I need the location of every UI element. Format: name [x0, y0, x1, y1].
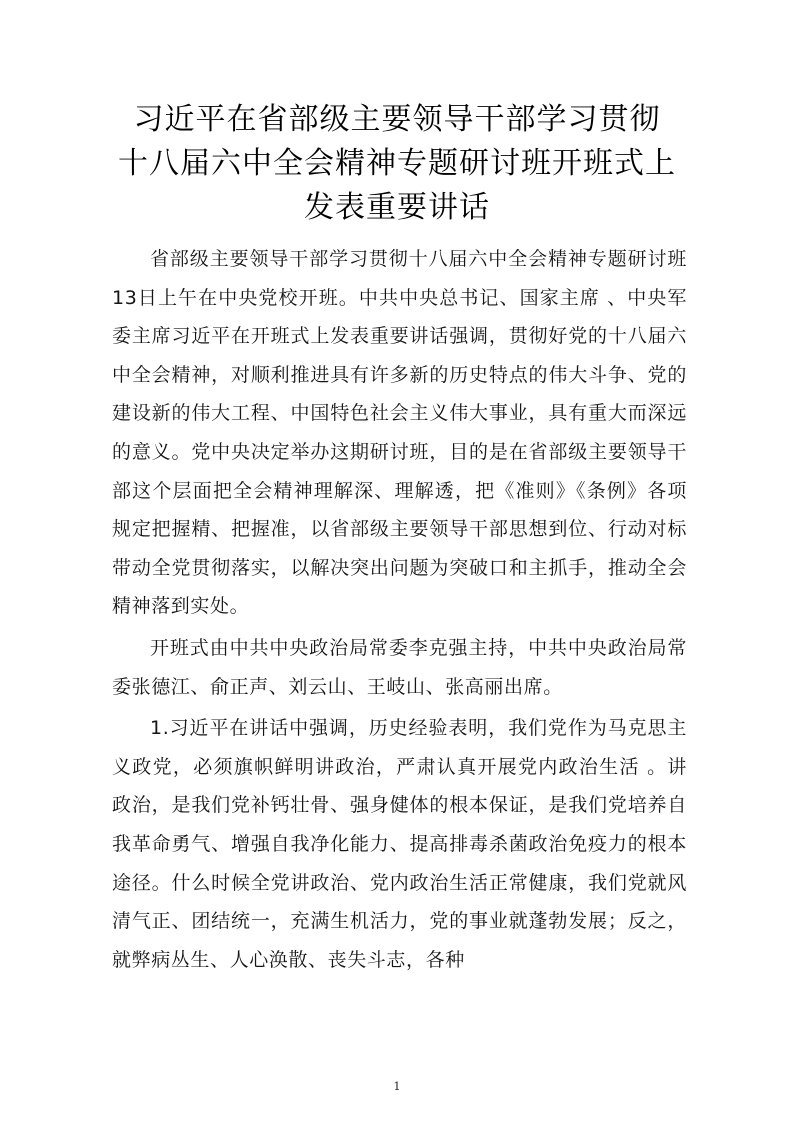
title-line-1: 习近平在省部级主要领导干部学习贯彻	[133, 102, 661, 137]
title-line-2: 十八届六中全会精神专题研讨班开班式上	[118, 146, 676, 181]
page-title	[110, 98, 684, 230]
title-line-3: 发表重要讲话	[304, 190, 490, 225]
document-body	[112, 240, 687, 982]
paragraph-point-1: 1.习近平在讲话中强调，历史经验表明，我们党作为马克思主义政党，必须旗帜鲜明讲政治，严肃认真开展党内政治生活 。讲政治，是我们党补钙壮骨、强身健体的根本保证，是我们党培养自我革命勇气、增强自我净化能力、提高排毒杀菌政治免疫力的根本途径。什么时候全党讲政治、党内政治生活正常健康，我们党就风清气正、团结统一，充满生机活力，党的事业就蓬勃发展；反之，就弊病丛生、人心涣散、丧失斗志，各种	[112, 717, 687, 971]
paragraph-attendees: 开班式由中共中央政治局常委李克强主持，中共中央政治局常委张德江、俞正声、刘云山、王岐山、张高丽出席。	[112, 636, 687, 698]
paragraph-intro: 省部级主要领导干部学习贯彻十八届六中全会精神专题研讨班13日上午在中央党校开班。中共中央总书记、国家主席 、中央军委主席习近平在开班式上发表重要讲话强调，贯彻好党的十八届六中全会精神，对顺利推进具有许多新的历史特点的伟大斗争、党的建设新的伟大工程、中国特色社会主义伟大事业，具有重大而深远的意义。党中央决定举办这期研讨班，目的是在省部级主要领导干部这个层面把全会精神理解深、理解透，把《准则》《条例》各项规定把握精、把握准，以省部级主要领导干部思想到位、行动对标带动全党贯彻落实，以解决突出问题为突破口和主抓手，推动全会精神落到实处。	[112, 248, 687, 618]
page-number: 1	[393, 1080, 401, 1093]
